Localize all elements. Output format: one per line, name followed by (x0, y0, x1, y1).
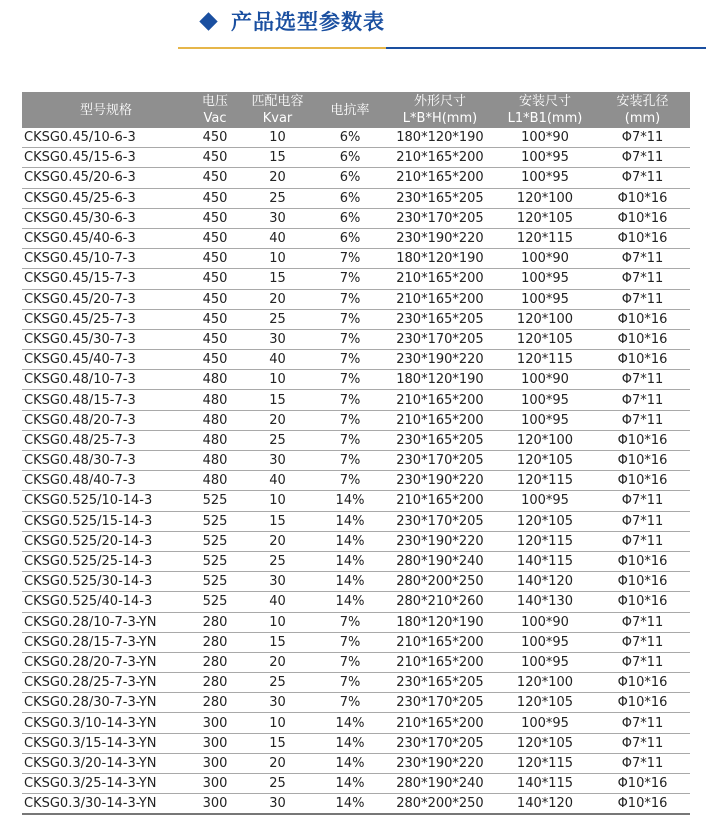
table-row (22, 652, 690, 672)
cell-dimensions: 230*165*205 (385, 188, 495, 208)
cell-voltage: 525 (190, 531, 240, 551)
cell-reactance: 14% (315, 551, 385, 571)
header-hole-size: 安装孔径 (mm) (595, 92, 690, 128)
cell-voltage: 450 (190, 309, 240, 329)
cell-dimensions: 210*165*200 (385, 410, 495, 430)
cell-reactance: 6% (315, 128, 385, 148)
table-row (22, 249, 690, 269)
cell-kvar: 25 (240, 188, 315, 208)
cell-model: CKSG0.525/30-14-3 (22, 572, 190, 592)
cell-mounting: 120*115 (495, 753, 595, 773)
cell-dimensions: 210*165*200 (385, 390, 495, 410)
cell-kvar: 15 (240, 269, 315, 289)
cell-dimensions: 210*165*200 (385, 632, 495, 652)
table-row (22, 228, 690, 248)
cell-mounting: 120*115 (495, 471, 595, 491)
cell-hole: Φ7*11 (595, 652, 690, 672)
cell-mounting: 100*95 (495, 410, 595, 430)
table-row (22, 673, 690, 693)
cell-kvar: 15 (240, 632, 315, 652)
cell-kvar: 40 (240, 228, 315, 248)
cell-kvar: 20 (240, 410, 315, 430)
cell-model: CKSG0.28/10-7-3-YN (22, 612, 190, 632)
cell-mounting: 120*105 (495, 511, 595, 531)
cell-reactance: 7% (315, 693, 385, 713)
cell-model: CKSG0.45/40-7-3 (22, 350, 190, 370)
title-underline-gold (178, 47, 386, 49)
cell-model: CKSG0.45/30-6-3 (22, 208, 190, 228)
table-row (22, 733, 690, 753)
table-row (22, 269, 690, 289)
table-row (22, 350, 690, 370)
cell-mounting: 100*90 (495, 249, 595, 269)
cell-hole: Φ7*11 (595, 390, 690, 410)
cell-voltage: 525 (190, 511, 240, 531)
cell-model: CKSG0.48/15-7-3 (22, 390, 190, 410)
cell-reactance: 14% (315, 753, 385, 773)
cell-reactance: 7% (315, 612, 385, 632)
cell-model: CKSG0.525/25-14-3 (22, 551, 190, 571)
table-row (22, 148, 690, 168)
cell-hole: Φ10*16 (595, 471, 690, 491)
cell-model: CKSG0.45/20-6-3 (22, 168, 190, 188)
cell-dimensions: 230*165*205 (385, 673, 495, 693)
cell-reactance: 14% (315, 733, 385, 753)
cell-voltage: 300 (190, 753, 240, 773)
cell-model: CKSG0.28/20-7-3-YN (22, 652, 190, 672)
table-row (22, 531, 690, 551)
cell-model: CKSG0.45/10-6-3 (22, 128, 190, 148)
cell-kvar: 30 (240, 329, 315, 349)
cell-hole: Φ10*16 (595, 309, 690, 329)
cell-mounting: 100*95 (495, 289, 595, 309)
title-wrap (202, 6, 385, 36)
cell-voltage: 280 (190, 693, 240, 713)
cell-dimensions: 230*165*205 (385, 430, 495, 450)
cell-kvar: 25 (240, 551, 315, 571)
cell-kvar: 25 (240, 774, 315, 794)
cell-dimensions: 180*120*190 (385, 128, 495, 148)
cell-model: CKSG0.3/10-14-3-YN (22, 713, 190, 733)
cell-reactance: 7% (315, 652, 385, 672)
cell-model: CKSG0.525/40-14-3 (22, 592, 190, 612)
table-row (22, 370, 690, 390)
cell-kvar: 20 (240, 168, 315, 188)
cell-mounting: 140*120 (495, 572, 595, 592)
cell-kvar: 10 (240, 612, 315, 632)
table-row (22, 794, 690, 815)
cell-hole: Φ7*11 (595, 168, 690, 188)
parameter-table (22, 92, 690, 815)
header-voltage: 电压 Vac (190, 92, 240, 128)
cell-kvar: 15 (240, 733, 315, 753)
cell-voltage: 450 (190, 188, 240, 208)
cell-voltage: 300 (190, 794, 240, 815)
cell-mounting: 140*115 (495, 551, 595, 571)
cell-kvar: 25 (240, 673, 315, 693)
table-row (22, 693, 690, 713)
cell-reactance: 6% (315, 208, 385, 228)
cell-model: CKSG0.45/15-7-3 (22, 269, 190, 289)
diamond-bullet-icon (199, 12, 217, 30)
cell-hole: Φ10*16 (595, 572, 690, 592)
cell-dimensions: 230*190*220 (385, 228, 495, 248)
cell-model: CKSG0.48/25-7-3 (22, 430, 190, 450)
cell-voltage: 450 (190, 228, 240, 248)
cell-model: CKSG0.3/30-14-3-YN (22, 794, 190, 815)
table-row (22, 309, 690, 329)
cell-voltage: 300 (190, 733, 240, 753)
cell-model: CKSG0.48/10-7-3 (22, 370, 190, 390)
cell-model: CKSG0.48/30-7-3 (22, 451, 190, 471)
cell-voltage: 450 (190, 249, 240, 269)
cell-voltage: 480 (190, 471, 240, 491)
cell-dimensions: 230*170*205 (385, 733, 495, 753)
cell-model: CKSG0.48/20-7-3 (22, 410, 190, 430)
cell-mounting: 120*100 (495, 673, 595, 693)
table-row (22, 491, 690, 511)
cell-model: CKSG0.3/20-14-3-YN (22, 753, 190, 773)
cell-reactance: 6% (315, 228, 385, 248)
cell-kvar: 20 (240, 753, 315, 773)
cell-reactance: 7% (315, 471, 385, 491)
cell-hole: Φ10*16 (595, 774, 690, 794)
cell-voltage: 280 (190, 632, 240, 652)
cell-dimensions: 280*210*260 (385, 592, 495, 612)
header-mounting-size: 安装尺寸 L1*B1(mm) (495, 92, 595, 128)
cell-voltage: 450 (190, 128, 240, 148)
cell-mounting: 120*105 (495, 693, 595, 713)
cell-hole: Φ10*16 (595, 693, 690, 713)
cell-kvar: 40 (240, 350, 315, 370)
cell-voltage: 480 (190, 410, 240, 430)
table-row (22, 188, 690, 208)
cell-kvar: 40 (240, 592, 315, 612)
cell-dimensions: 280*200*250 (385, 572, 495, 592)
cell-dimensions: 230*170*205 (385, 329, 495, 349)
table-row (22, 390, 690, 410)
cell-reactance: 7% (315, 632, 385, 652)
cell-voltage: 450 (190, 269, 240, 289)
cell-hole: Φ7*11 (595, 632, 690, 652)
cell-mounting: 120*100 (495, 309, 595, 329)
cell-dimensions: 230*190*220 (385, 531, 495, 551)
title-underline-blue (386, 47, 706, 49)
cell-hole: Φ10*16 (595, 451, 690, 471)
cell-mounting: 140*130 (495, 592, 595, 612)
cell-reactance: 14% (315, 491, 385, 511)
cell-model: CKSG0.525/10-14-3 (22, 491, 190, 511)
cell-voltage: 480 (190, 430, 240, 450)
cell-mounting: 120*105 (495, 451, 595, 471)
cell-dimensions: 230*170*205 (385, 693, 495, 713)
cell-mounting: 120*100 (495, 188, 595, 208)
cell-voltage: 300 (190, 713, 240, 733)
cell-dimensions: 180*120*190 (385, 612, 495, 632)
cell-dimensions: 230*190*220 (385, 471, 495, 491)
cell-reactance: 6% (315, 188, 385, 208)
cell-hole: Φ10*16 (595, 228, 690, 248)
cell-mounting: 120*115 (495, 228, 595, 248)
cell-hole: Φ10*16 (595, 592, 690, 612)
cell-voltage: 450 (190, 168, 240, 188)
page-title: 产品选型参数表 (231, 10, 385, 34)
cell-voltage: 525 (190, 592, 240, 612)
table-row (22, 612, 690, 632)
cell-kvar: 15 (240, 390, 315, 410)
cell-reactance: 7% (315, 249, 385, 269)
cell-hole: Φ7*11 (595, 491, 690, 511)
cell-kvar: 20 (240, 531, 315, 551)
cell-mounting: 100*90 (495, 612, 595, 632)
cell-hole: Φ7*11 (595, 733, 690, 753)
cell-voltage: 525 (190, 491, 240, 511)
cell-kvar: 20 (240, 652, 315, 672)
cell-mounting: 120*100 (495, 430, 595, 450)
cell-model: CKSG0.45/10-7-3 (22, 249, 190, 269)
cell-dimensions: 230*165*205 (385, 309, 495, 329)
cell-hole: Φ10*16 (595, 329, 690, 349)
cell-mounting: 100*95 (495, 491, 595, 511)
cell-dimensions: 230*190*220 (385, 753, 495, 773)
cell-model: CKSG0.45/15-6-3 (22, 148, 190, 168)
cell-hole: Φ10*16 (595, 794, 690, 815)
cell-reactance: 7% (315, 329, 385, 349)
cell-model: CKSG0.3/15-14-3-YN (22, 733, 190, 753)
cell-reactance: 14% (315, 713, 385, 733)
cell-hole: Φ7*11 (595, 531, 690, 551)
cell-reactance: 7% (315, 430, 385, 450)
cell-kvar: 30 (240, 572, 315, 592)
cell-mounting: 100*95 (495, 148, 595, 168)
cell-mounting: 120*115 (495, 531, 595, 551)
cell-kvar: 30 (240, 208, 315, 228)
cell-reactance: 7% (315, 390, 385, 410)
cell-mounting: 120*115 (495, 350, 595, 370)
table-row (22, 168, 690, 188)
cell-mounting: 100*95 (495, 168, 595, 188)
cell-voltage: 525 (190, 551, 240, 571)
cell-dimensions: 180*120*190 (385, 249, 495, 269)
cell-hole: Φ7*11 (595, 713, 690, 733)
cell-dimensions: 280*190*240 (385, 551, 495, 571)
cell-model: CKSG0.525/15-14-3 (22, 511, 190, 531)
header-model: 型号规格 (22, 92, 190, 128)
table-row (22, 572, 690, 592)
cell-kvar: 25 (240, 430, 315, 450)
cell-dimensions: 210*165*200 (385, 148, 495, 168)
table-row (22, 774, 690, 794)
cell-voltage: 450 (190, 350, 240, 370)
cell-hole: Φ7*11 (595, 753, 690, 773)
cell-kvar: 10 (240, 713, 315, 733)
cell-mounting: 100*95 (495, 390, 595, 410)
cell-reactance: 6% (315, 168, 385, 188)
cell-hole: Φ7*11 (595, 249, 690, 269)
cell-kvar: 15 (240, 511, 315, 531)
table-row (22, 451, 690, 471)
cell-kvar: 30 (240, 451, 315, 471)
table-row (22, 128, 690, 148)
cell-hole: Φ7*11 (595, 148, 690, 168)
cell-reactance: 14% (315, 592, 385, 612)
cell-mounting: 100*90 (495, 128, 595, 148)
cell-hole: Φ10*16 (595, 673, 690, 693)
cell-dimensions: 230*170*205 (385, 208, 495, 228)
table-row (22, 632, 690, 652)
cell-reactance: 7% (315, 410, 385, 430)
cell-kvar: 10 (240, 370, 315, 390)
cell-voltage: 480 (190, 451, 240, 471)
cell-mounting: 100*95 (495, 632, 595, 652)
table-row (22, 471, 690, 491)
cell-hole: Φ7*11 (595, 612, 690, 632)
cell-hole: Φ7*11 (595, 289, 690, 309)
cell-hole: Φ10*16 (595, 208, 690, 228)
cell-hole: Φ10*16 (595, 350, 690, 370)
cell-mounting: 120*105 (495, 733, 595, 753)
cell-dimensions: 210*165*200 (385, 168, 495, 188)
cell-voltage: 525 (190, 572, 240, 592)
cell-dimensions: 210*165*200 (385, 652, 495, 672)
cell-model: CKSG0.525/20-14-3 (22, 531, 190, 551)
cell-model: CKSG0.45/30-7-3 (22, 329, 190, 349)
table-row (22, 289, 690, 309)
cell-model: CKSG0.45/40-6-3 (22, 228, 190, 248)
cell-voltage: 480 (190, 390, 240, 410)
cell-kvar: 25 (240, 309, 315, 329)
cell-model: CKSG0.45/20-7-3 (22, 289, 190, 309)
table-row (22, 753, 690, 773)
cell-model: CKSG0.28/30-7-3-YN (22, 693, 190, 713)
cell-hole: Φ7*11 (595, 511, 690, 531)
cell-model: CKSG0.28/15-7-3-YN (22, 632, 190, 652)
cell-reactance: 7% (315, 370, 385, 390)
cell-voltage: 450 (190, 329, 240, 349)
cell-reactance: 14% (315, 572, 385, 592)
cell-hole: Φ10*16 (595, 430, 690, 450)
cell-reactance: 7% (315, 451, 385, 471)
cell-voltage: 480 (190, 370, 240, 390)
cell-voltage: 450 (190, 289, 240, 309)
cell-kvar: 30 (240, 693, 315, 713)
table-row (22, 329, 690, 349)
cell-hole: Φ7*11 (595, 269, 690, 289)
cell-dimensions: 280*200*250 (385, 794, 495, 815)
table-row (22, 551, 690, 571)
cell-hole: Φ10*16 (595, 188, 690, 208)
cell-dimensions: 210*165*200 (385, 269, 495, 289)
cell-dimensions: 280*190*240 (385, 774, 495, 794)
cell-reactance: 7% (315, 289, 385, 309)
cell-mounting: 100*95 (495, 269, 595, 289)
cell-mounting: 100*90 (495, 370, 595, 390)
cell-voltage: 280 (190, 673, 240, 693)
cell-reactance: 14% (315, 774, 385, 794)
table-row (22, 511, 690, 531)
cell-hole: Φ7*11 (595, 370, 690, 390)
cell-dimensions: 210*165*200 (385, 713, 495, 733)
cell-mounting: 120*105 (495, 329, 595, 349)
cell-hole: Φ7*11 (595, 128, 690, 148)
cell-model: CKSG0.45/25-6-3 (22, 188, 190, 208)
cell-hole: Φ7*11 (595, 410, 690, 430)
cell-reactance: 14% (315, 531, 385, 551)
table-row (22, 713, 690, 733)
cell-model: CKSG0.28/25-7-3-YN (22, 673, 190, 693)
cell-kvar: 15 (240, 148, 315, 168)
cell-reactance: 7% (315, 350, 385, 370)
cell-mounting: 140*120 (495, 794, 595, 815)
cell-kvar: 30 (240, 794, 315, 815)
cell-voltage: 450 (190, 208, 240, 228)
cell-dimensions: 210*165*200 (385, 289, 495, 309)
table-header-row (22, 92, 690, 128)
cell-model: CKSG0.3/25-14-3-YN (22, 774, 190, 794)
table-row (22, 410, 690, 430)
header-capacitor: 匹配电容 Kvar (240, 92, 315, 128)
cell-kvar: 10 (240, 249, 315, 269)
cell-dimensions: 210*165*200 (385, 491, 495, 511)
cell-reactance: 6% (315, 148, 385, 168)
cell-kvar: 10 (240, 128, 315, 148)
table-row (22, 208, 690, 228)
cell-voltage: 280 (190, 652, 240, 672)
cell-mounting: 100*95 (495, 713, 595, 733)
cell-reactance: 7% (315, 673, 385, 693)
cell-reactance: 14% (315, 794, 385, 815)
cell-voltage: 280 (190, 612, 240, 632)
page-header (0, 0, 711, 60)
cell-reactance: 7% (315, 309, 385, 329)
cell-reactance: 7% (315, 269, 385, 289)
cell-mounting: 100*95 (495, 652, 595, 672)
header-dimensions: 外形尺寸 L*B*H(mm) (385, 92, 495, 128)
cell-voltage: 450 (190, 148, 240, 168)
cell-mounting: 140*115 (495, 774, 595, 794)
cell-model: CKSG0.48/40-7-3 (22, 471, 190, 491)
cell-hole: Φ10*16 (595, 551, 690, 571)
cell-reactance: 14% (315, 511, 385, 531)
cell-kvar: 40 (240, 471, 315, 491)
table-row (22, 430, 690, 450)
table-row (22, 592, 690, 612)
cell-mounting: 120*105 (495, 208, 595, 228)
cell-dimensions: 180*120*190 (385, 370, 495, 390)
cell-dimensions: 230*190*220 (385, 350, 495, 370)
cell-kvar: 10 (240, 491, 315, 511)
cell-voltage: 300 (190, 774, 240, 794)
cell-model: CKSG0.45/25-7-3 (22, 309, 190, 329)
cell-dimensions: 230*170*205 (385, 511, 495, 531)
cell-dimensions: 230*170*205 (385, 451, 495, 471)
cell-kvar: 20 (240, 289, 315, 309)
header-reactance-rate: 电抗率 (315, 92, 385, 128)
